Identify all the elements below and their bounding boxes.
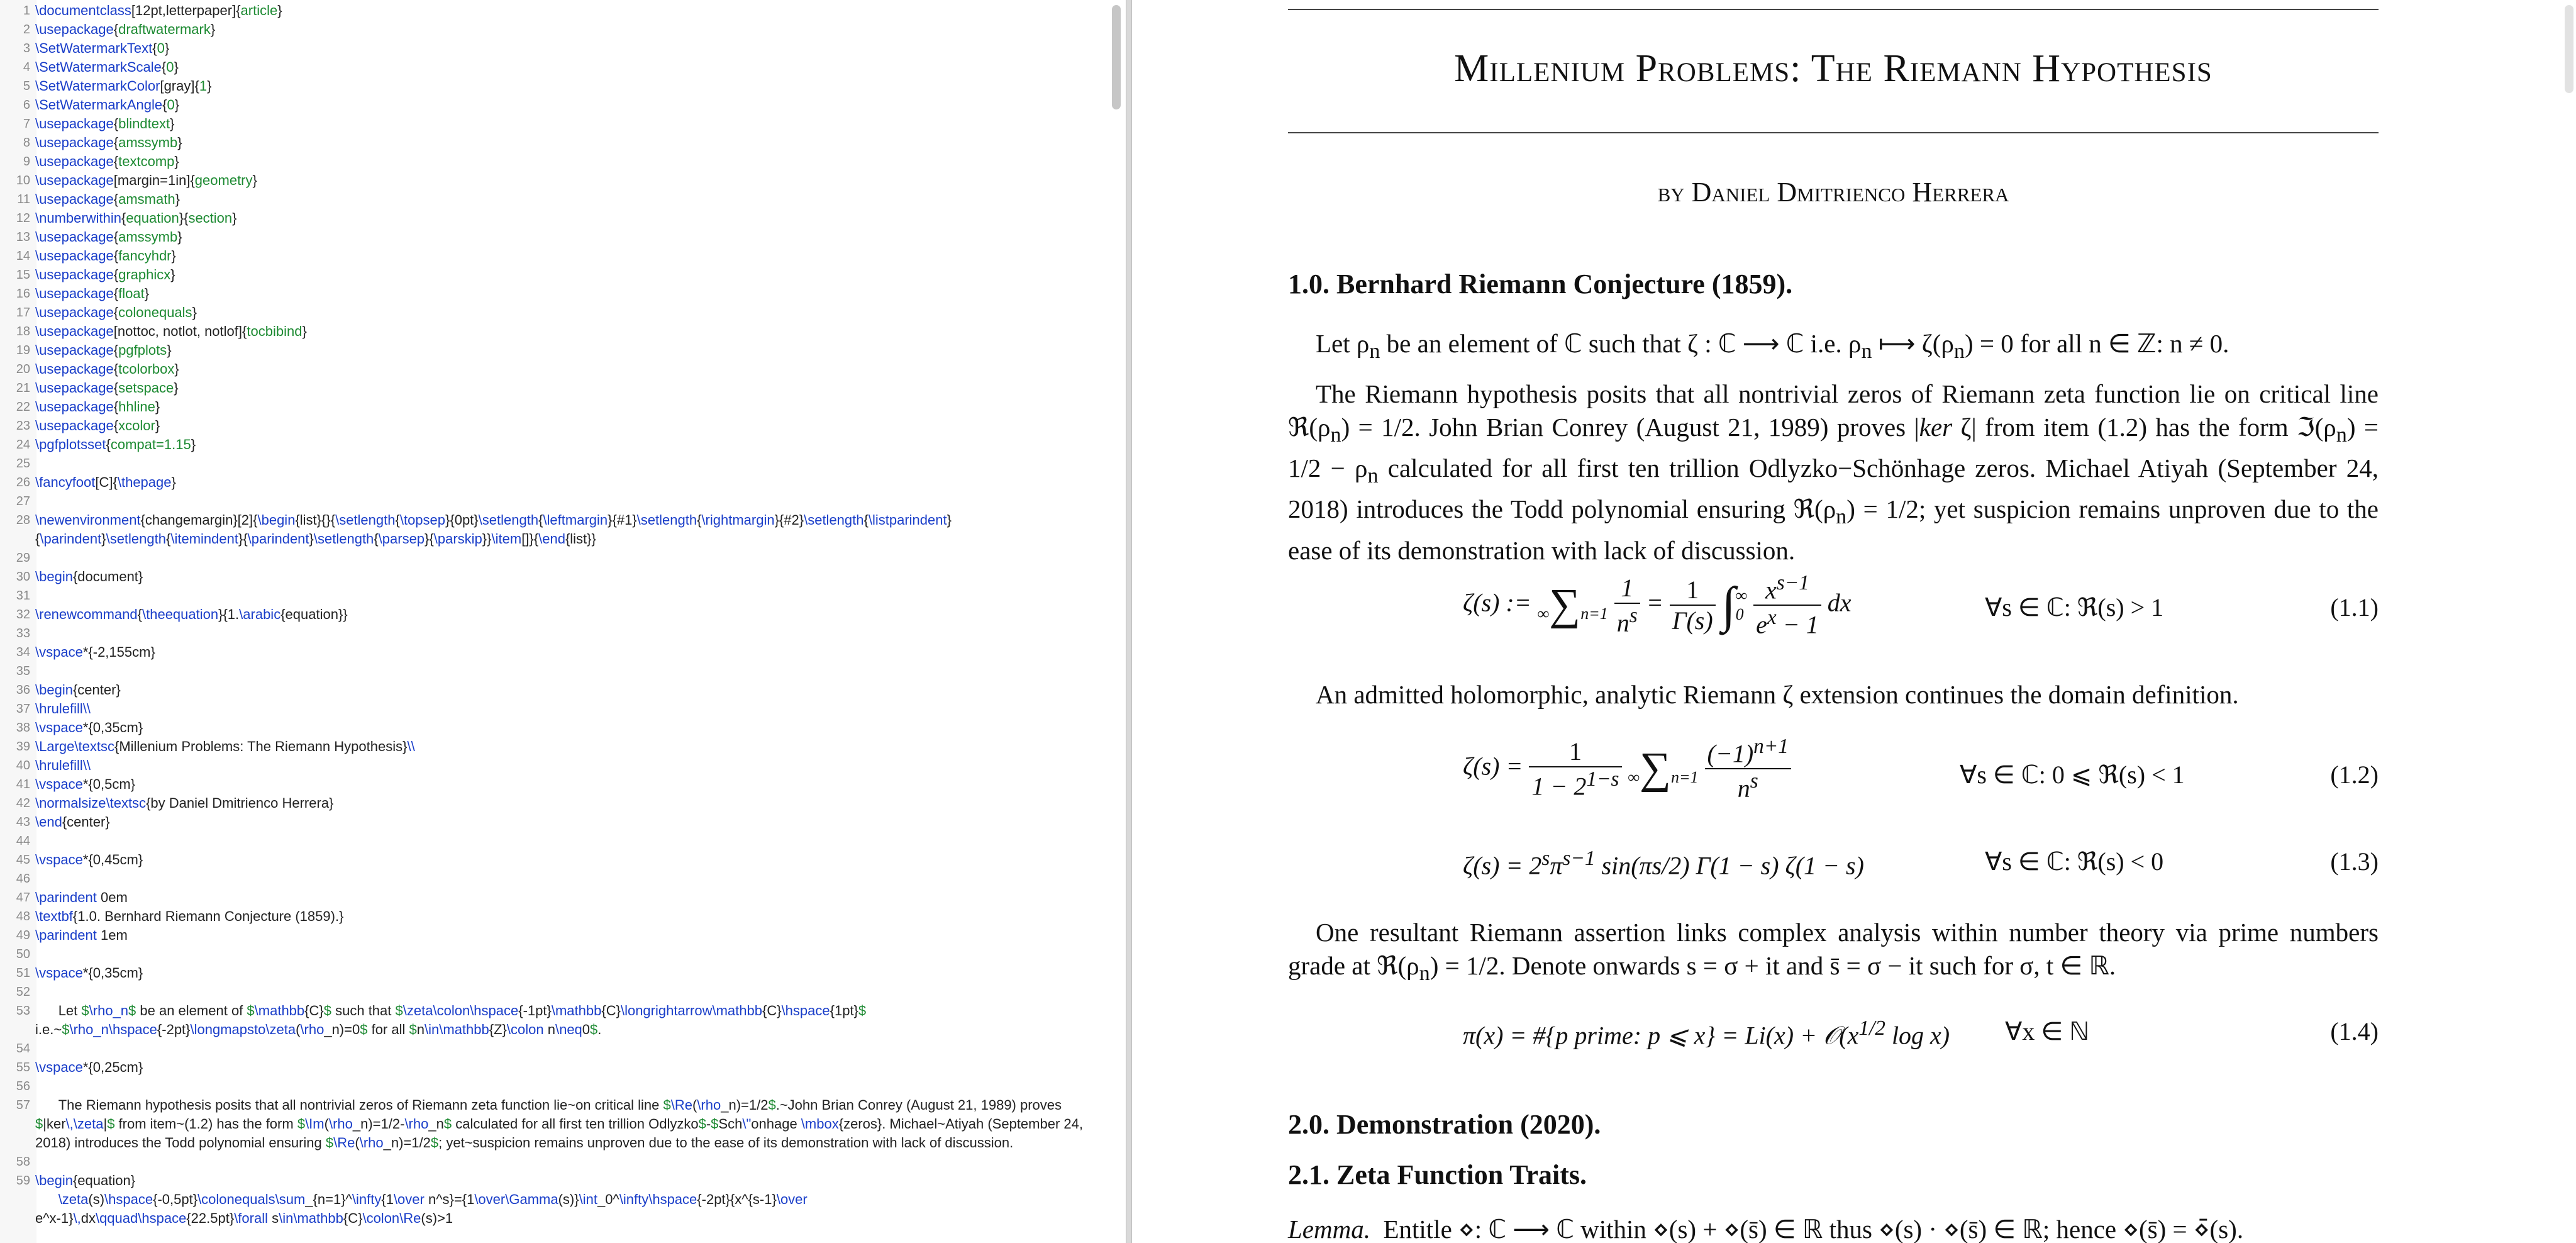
equation-1-1 [1288, 571, 2379, 666]
code-line[interactable] [0, 1152, 1116, 1171]
line-number: 54 [16, 1042, 30, 1056]
line-number: 3 [23, 42, 30, 55]
code-line[interactable] [0, 473, 1116, 492]
code-line[interactable] [0, 209, 1116, 228]
code-text[interactable]: \parindent 0em [35, 889, 128, 905]
code-line[interactable] [0, 492, 1116, 511]
line-number: 41 [16, 778, 30, 791]
code-text[interactable]: \vspace*{0,5cm} [35, 776, 135, 792]
preview-scrollbar[interactable] [2565, 5, 2573, 93]
code-line[interactable] [0, 850, 1116, 869]
paragraph-1: Let $\rho_n$ be an element of ℂ such that ζ : ℂ ⟶ ℂ i.e. $\rho_n$ ⟼ $\zeta(\rho_n) = 0$ for all n ∈ ℤ: n ≠ 0. [1316, 329, 2229, 364]
code-line[interactable] [0, 265, 1116, 284]
equation-1-2-body: ζ(s) = $\frac{1}{1 - 2^{1-s}}$ ∞∑n=1 $\frac{(-1)^{n+1}}{n^s}$ [1463, 735, 1791, 803]
code-text[interactable]: \vspace*{0,35cm} [35, 720, 143, 735]
line-number: 40 [16, 759, 30, 772]
equation-1-1-body: ζ(s) := ∞∑n=1 $\frac{1}{n^s}$ = $\frac{1}{\Gamma(s)}$ ∫ ∞ 0 $\frac{x^{s-1}}{e^x - 1}$ dx [1463, 571, 1852, 639]
equation-1-4-number: (1.4) [2330, 1017, 2379, 1045]
code-text[interactable]: \begin{center} [35, 682, 121, 698]
code-text[interactable] [35, 1152, 1116, 1171]
line-number: 30 [16, 570, 30, 584]
code-line[interactable] [0, 737, 1116, 756]
line-number: 1 [23, 4, 30, 18]
line-number: 27 [16, 494, 30, 508]
line-number: 42 [16, 796, 30, 810]
code-text[interactable]: \vspace*{-2,155cm} [35, 644, 155, 660]
code-line[interactable] [0, 322, 1116, 341]
line-number: 32 [16, 608, 30, 622]
code-line[interactable] [0, 643, 1116, 662]
code-text[interactable]: \vspace*{0,25cm} [35, 1059, 143, 1075]
line-number: 6 [23, 98, 30, 112]
code-text[interactable]: \hrulefill\\ [35, 701, 91, 716]
line-number: 53 [16, 1004, 30, 1018]
code-line[interactable] [0, 114, 1116, 133]
line-number: 9 [23, 155, 30, 169]
code-line[interactable] [0, 813, 1116, 832]
line-number: 47 [16, 891, 30, 905]
code-text[interactable] [35, 624, 1116, 643]
code-text[interactable]: \usepackage{pgfplots} [35, 342, 172, 358]
line-number: 57 [16, 1098, 30, 1112]
line-number: 56 [16, 1079, 30, 1093]
section-heading-2: 2.0. Demonstration (2020). [1288, 1109, 1601, 1140]
code-line[interactable] [0, 907, 1116, 926]
line-number: 36 [16, 683, 30, 697]
code-line[interactable] [0, 511, 1116, 549]
line-number: 45 [16, 853, 30, 867]
line-number: 33 [16, 627, 30, 640]
equation-1-3-body: $\zeta(s) = 2^s\pi^{s-1}$ sin(πs/2) Γ(1 − s) ζ(1 − s) [1463, 847, 1864, 880]
line-number: 15 [16, 268, 30, 282]
code-text[interactable] [35, 454, 1116, 473]
line-number: 8 [23, 136, 30, 150]
pdf-preview-pane [1132, 0, 2576, 1243]
code-text[interactable]: \parindent 1em [35, 927, 128, 943]
equation-1-3 [1288, 847, 2379, 884]
line-number: 58 [16, 1155, 30, 1169]
code-text[interactable] [35, 586, 1116, 605]
equation-1-4-body: π(x) = #{p prime: p ⩽ $x\} = Li(x) + 𝒪(x^{1/2}$ log x) [1463, 1017, 1950, 1050]
editor-scrollbar[interactable] [1112, 5, 1121, 109]
code-line[interactable] [0, 983, 1116, 1001]
line-number: 39 [16, 740, 30, 754]
line-number: 14 [16, 249, 30, 263]
code-text[interactable]: \pgfplotsset{compat=1.15} [35, 437, 196, 452]
code-line[interactable] [0, 1, 1116, 20]
title-rule [1288, 132, 2379, 133]
line-number: 19 [16, 343, 30, 357]
code-text[interactable]: Let $\rho_n$ be an element of $\mathbb{C}$ such that $\zeta\colon\hspace{-1pt}\mathbb{C}\longrightarrow\mathbb{C}\hspace{1pt}$ i.e.~$\rho_n\hspace{-2pt}\longmapsto\zeta(\rho_n)=0$ for all $n\in\mathbb{Z}\colon n\neq0$. [35, 1003, 870, 1037]
code-line[interactable] [0, 775, 1116, 794]
line-number: 44 [16, 834, 30, 848]
line-number: 38 [16, 721, 30, 735]
code-text[interactable]: \SetWatermarkText{0} [35, 40, 170, 56]
line-number: 17 [16, 306, 30, 320]
code-text[interactable] [35, 869, 1116, 888]
subsection-heading-2-1: 2.1. Zeta Function Traits. [1288, 1159, 1587, 1190]
code-text[interactable]: \numberwithin{equation}{section} [35, 210, 237, 226]
section-heading-1: 1.0. Bernhard Riemann Conjecture (1859). [1288, 269, 1793, 299]
code-line[interactable] [0, 624, 1116, 643]
code-line[interactable] [0, 303, 1116, 322]
code-line[interactable] [0, 284, 1116, 303]
code-text[interactable] [35, 662, 1116, 681]
code-line[interactable] [0, 190, 1116, 209]
line-number: 24 [16, 438, 30, 452]
code-line[interactable] [0, 926, 1116, 945]
code-line[interactable] [0, 1209, 1116, 1228]
document-title: Millenium Problems: The Riemann Hypothesis [1454, 47, 2212, 90]
code-line[interactable] [0, 341, 1116, 360]
code-text[interactable]: \usepackage{colonequals} [35, 304, 197, 320]
document-author: by Daniel Dmitrienco Herrera [1657, 177, 2009, 208]
pane-splitter[interactable] [1126, 0, 1132, 1243]
code-line[interactable] [0, 58, 1116, 77]
code-text[interactable]: \Large\textsc{Millenium Problems: The Riemann Hypothesis}\\ [35, 739, 415, 754]
line-number: 23 [16, 419, 30, 433]
code-line[interactable] [0, 1190, 1116, 1209]
code-line[interactable] [0, 20, 1116, 39]
code-line[interactable] [0, 549, 1116, 567]
code-text[interactable] [35, 492, 1116, 511]
line-number: 22 [16, 400, 30, 414]
equation-1-1-number: (1.1) [2330, 593, 2379, 622]
code-text[interactable] [35, 832, 1116, 850]
line-number: 35 [16, 664, 30, 678]
equation-1-2 [1288, 735, 2379, 829]
code-text[interactable] [35, 945, 1116, 964]
code-line[interactable] [0, 869, 1116, 888]
lemma-text: Lemma. Entitle ⋄: ℂ ⟶ ℂ within ⋄(s) + ⋄(s̄) ∈ ℝ thus ⋄(s) · ⋄(s̄) ∈ ℝ; hence ⋄(s̄) = ⋄̄(s). [1288, 1215, 2244, 1243]
code-line[interactable] [0, 662, 1116, 681]
code-line[interactable] [0, 1039, 1116, 1058]
line-number: 46 [16, 872, 30, 886]
code-text[interactable]: \usepackage{amssymb} [35, 135, 182, 150]
code-text[interactable]: \usepackage{amssymb} [35, 229, 182, 245]
code-line[interactable] [0, 832, 1116, 850]
latex-editor-pane[interactable] [0, 0, 1126, 1243]
code-line[interactable] [0, 794, 1116, 813]
code-text[interactable] [35, 549, 1116, 567]
code-text[interactable]: \SetWatermarkAngle{0} [35, 97, 180, 113]
line-number: 43 [16, 815, 30, 829]
code-text[interactable]: \usepackage{xcolor} [35, 418, 160, 433]
code-line[interactable] [0, 567, 1116, 586]
code-line[interactable] [0, 39, 1116, 58]
code-line[interactable] [0, 681, 1116, 700]
line-number: 12 [16, 211, 30, 225]
line-number: 10 [16, 174, 30, 187]
code-text[interactable]: \documentclass[12pt,letterpaper]{article} [35, 3, 282, 18]
equation-1-3-number: (1.3) [2330, 847, 2379, 876]
code-area[interactable] [0, 1, 1116, 1228]
equation-1-4 [1288, 1017, 2379, 1054]
code-text[interactable]: \renewcommand{\theequation}{1.\arabic{equation}} [35, 606, 348, 622]
code-text[interactable]: \textbf{1.0. Bernhard Riemann Conjecture (1859).} [35, 908, 344, 924]
code-line[interactable] [0, 228, 1116, 247]
line-number: 55 [16, 1061, 30, 1074]
paragraph-2: The Riemann hypothesis posits that all nontrivial zeros of Riemann zeta function lie on critical line $ℜ(\rho_n) = 1/2$. John Brian Conrey (August 21, 1989) proves |ker ζ| from item (1.2) has the form $ℑ(\rho_n) = 1/2 - \rho_n$ calculated for all first ten trillion Odlyzko−Schönhage zeros. Michael Atiyah (September 24, 2018) introduces the Todd polynomial ensuring $ℜ(\rho_n) = 1/2$; yet suspicion remains unproven due to the ease of its demonstration with lack of discussion. [1288, 379, 2379, 565]
equation-1-2-number: (1.2) [2330, 761, 2379, 789]
code-text[interactable]: \usepackage{float} [35, 286, 150, 301]
code-line[interactable] [0, 454, 1116, 473]
code-text[interactable]: \vspace*{0,45cm} [35, 852, 143, 867]
code-line[interactable] [0, 152, 1116, 171]
line-number: 49 [16, 928, 30, 942]
line-number: 13 [16, 230, 30, 244]
line-number: 59 [16, 1174, 30, 1188]
top-rule [1288, 9, 2379, 10]
code-text[interactable]: \vspace*{0,35cm} [35, 965, 143, 981]
code-line[interactable] [0, 1096, 1116, 1152]
code-text[interactable]: \usepackage{tcolorbox} [35, 361, 179, 377]
equation-1-2-condition: ∀s ∈ ℂ: 0 ⩽ ℜ(s) < 1 [1960, 761, 2185, 789]
code-line[interactable] [0, 247, 1116, 265]
paragraph-3: An admitted holomorphic, analytic Riemann ζ extension continues the domain definition. [1316, 680, 2239, 709]
code-text[interactable]: \usepackage[nottoc, notlot, notlof]{tocbibind} [35, 323, 307, 339]
code-line[interactable] [0, 1058, 1116, 1077]
code-line[interactable] [0, 700, 1116, 718]
code-text[interactable] [35, 1039, 1116, 1058]
code-text[interactable]: \usepackage{textcomp} [35, 153, 179, 169]
code-text[interactable]: \zeta(s)\hspace{-0,5pt}\colonequals\sum_{n=1}^\infty{1\over n^s}={1\over\Gamma(s)}\int_0^\infty\hspace{-2pt}{x^{s-1}\over [58, 1191, 808, 1207]
code-line[interactable] [0, 398, 1116, 416]
line-number: 11 [17, 192, 30, 206]
equation-1-1-condition: ∀s ∈ ℂ: ℜ(s) > 1 [1985, 593, 2164, 622]
code-line[interactable] [0, 1171, 1116, 1190]
line-number: 37 [16, 702, 30, 716]
code-text[interactable]: \usepackage{draftwatermark} [35, 21, 216, 37]
code-text[interactable]: \hrulefill\\ [35, 757, 91, 773]
code-text[interactable]: The Riemann hypothesis posits that all nontrivial zeros of Riemann zeta function lie~on critical line $\Re(\rho_n)=1/2$.~John Brian Conrey (August 21, 1989) proves $|ker\,\zeta|$ from item~(1.2) has the form $\Im(\rho_n)=1/2-\rho_n$ calculated for all first ten trillion Odlyzko$-$Sch\"onhage \mbox{zeros}. Michael~Atiyah (September 24, 2018) introduces the Todd polynomial ensuring $\Re(\rho_n)=1/2$; yet~suspicion remains unproven due to the ease of its demonstration with lack of discussion. [35, 1097, 1087, 1151]
code-text[interactable]: \usepackage{fancyhdr} [35, 248, 176, 264]
line-number: 50 [16, 947, 30, 961]
code-line[interactable] [0, 605, 1116, 624]
code-text[interactable]: \begin{document} [35, 569, 143, 584]
paragraph-4: One resultant Riemann assertion links complex analysis within number theory via prime numbers grade at $ℜ(\rho_n) = 1/2$. Denote onwards s = σ + it and s̄ = σ − it such for σ, t ∈ ℝ. [1288, 918, 2379, 986]
line-number: 20 [16, 362, 30, 376]
line-number: 5 [23, 79, 30, 93]
line-number: 18 [16, 325, 30, 338]
code-text[interactable]: \begin{equation} [35, 1173, 136, 1188]
code-text[interactable]: \SetWatermarkScale{0} [35, 59, 179, 75]
code-text[interactable]: \usepackage{graphicx} [35, 267, 175, 282]
line-number: 7 [23, 117, 30, 131]
line-number: 21 [16, 381, 30, 395]
line-number: 4 [23, 60, 30, 74]
line-number: 31 [16, 589, 30, 603]
code-text[interactable]: \newenvironment{changemargin}[2]{\begin{list}{}{\setlength{\topsep}{0pt}\setlength{\leftmargin}{#1}\setlength{\rightmargin}{#2}\setlength{\listparindent}{\parindent}\setlength{\itemindent}{\parindent}\setlength{\parsep}{\parskip}}\item[]}{\end{list}} [35, 512, 952, 547]
code-text[interactable]: \usepackage{setspace} [35, 380, 179, 396]
line-number: 16 [16, 287, 30, 301]
code-line[interactable] [0, 360, 1116, 379]
code-text[interactable]: \usepackage{blindtext} [35, 116, 175, 131]
code-text[interactable]: \SetWatermarkColor[gray]{1} [35, 78, 212, 94]
code-line[interactable] [0, 718, 1116, 737]
code-line[interactable] [0, 1001, 1116, 1039]
line-number: 26 [16, 476, 30, 489]
code-line[interactable] [0, 756, 1116, 775]
equation-1-4-condition: ∀x ∈ ℕ [2005, 1017, 2090, 1045]
code-line[interactable] [0, 888, 1116, 907]
code-text[interactable]: \usepackage{hhline} [35, 399, 160, 415]
code-line[interactable] [0, 964, 1116, 983]
code-text[interactable]: \fancyfoot[C]{\thepage} [35, 474, 176, 490]
line-number: 34 [16, 645, 30, 659]
code-text[interactable]: \usepackage{amsmath} [35, 191, 180, 207]
code-text[interactable]: \usepackage[margin=1in]{geometry} [35, 172, 257, 188]
line-number: 28 [16, 513, 30, 527]
code-text[interactable]: \normalsize\textsc{by Daniel Dmitrienco Herrera} [35, 795, 334, 811]
line-number: 51 [16, 966, 30, 980]
code-line[interactable] [0, 379, 1116, 398]
code-line[interactable] [0, 416, 1116, 435]
code-line[interactable] [0, 1077, 1116, 1096]
code-line[interactable] [0, 586, 1116, 605]
line-number: 48 [16, 910, 30, 923]
code-line[interactable] [0, 435, 1116, 454]
code-text[interactable] [35, 983, 1116, 1001]
code-text[interactable] [35, 1077, 1116, 1096]
line-number: 29 [16, 551, 30, 565]
line-number [0, 1209, 35, 1228]
code-line[interactable] [0, 96, 1116, 114]
code-text[interactable]: \end{center} [35, 814, 110, 830]
code-line[interactable] [0, 77, 1116, 96]
line-number [0, 1190, 35, 1209]
code-line[interactable] [0, 171, 1116, 190]
line-number: 52 [16, 985, 30, 999]
equation-1-3-condition: ∀s ∈ ℂ: ℜ(s) < 0 [1985, 847, 2164, 876]
line-number: 25 [16, 457, 30, 471]
code-line[interactable] [0, 945, 1116, 964]
code-text[interactable]: e^x-1}\,dx\qquad\hspace{22.5pt}\forall s\in\mathbb{C}\colon\Re(s)>1 [35, 1210, 453, 1226]
code-line[interactable] [0, 133, 1116, 152]
line-number: 2 [23, 23, 30, 36]
